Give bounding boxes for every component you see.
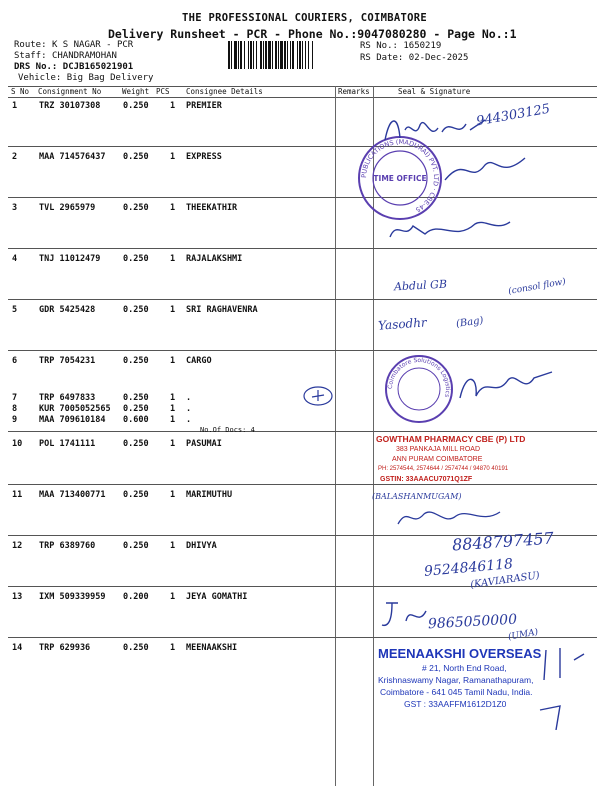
- col-remarks: Remarks: [338, 87, 370, 96]
- rs-no-line: RS No.: 1650219: [360, 41, 442, 51]
- row-sno: 14: [12, 643, 23, 653]
- row-sno: 10: [12, 439, 23, 449]
- row-weight: 0.250: [123, 152, 149, 162]
- header-bottom-rule: [8, 97, 597, 98]
- row-consignment-no: TVL 2965979: [39, 203, 96, 213]
- row-consignment-no: IXM 509339959: [39, 592, 106, 602]
- row-pcs: 1: [170, 305, 176, 315]
- signature-row12-phone: 9524846118: [423, 556, 514, 580]
- row-weight: 0.250: [123, 356, 149, 366]
- svg-text:Coimbatore Solutions Logistics: Coimbatore Solutions Logistics: [386, 356, 452, 398]
- row-consignee: PASUMAI: [186, 439, 222, 449]
- signature-row13-phone: 9865050000: [427, 611, 518, 633]
- row-consignee: PREMIER: [186, 101, 222, 111]
- row-consignment-no: TRP 6389760: [39, 541, 96, 551]
- row-pcs: 1: [170, 356, 176, 366]
- signature-row3: [385, 212, 515, 246]
- drs-line: DRS No.: DCJB165021901: [14, 62, 134, 72]
- pharmacy-stamp-addr2: ANN PURAM COIMBATORE: [392, 456, 483, 463]
- row-consignee: SRI RAGHAVENRA: [186, 305, 258, 315]
- row-pcs: 1: [170, 152, 176, 162]
- row-divider: [8, 248, 597, 249]
- vehicle-line: Vehicle: Big Bag Delivery: [18, 73, 154, 83]
- row-consignee: DHIVYA: [186, 541, 217, 551]
- row-divider: [8, 146, 597, 147]
- row-sno: 6: [12, 356, 18, 366]
- row-sno: 4: [12, 254, 18, 264]
- signature-row5: Yasodhr: [377, 315, 428, 333]
- docs-count: No.Of Docs: 4: [200, 426, 255, 434]
- row-pcs: 1: [170, 254, 176, 264]
- row-weight: 0.250: [123, 305, 149, 315]
- row-sno: 9: [12, 415, 18, 425]
- row-divider: [8, 484, 597, 485]
- row-weight: 0.250: [123, 101, 149, 111]
- signature-row14: [530, 640, 590, 730]
- row-weight: 0.600: [123, 415, 149, 425]
- svg-text:TIME OFFICE: TIME OFFICE: [373, 174, 427, 183]
- row-consignment-no: MAA 714576437: [39, 152, 106, 162]
- row-divider: [8, 197, 597, 198]
- row-sno: 2: [12, 152, 18, 162]
- row-consignee: EXPRESS: [186, 152, 222, 162]
- row-pcs: 1: [170, 203, 176, 213]
- row-weight: 0.250: [123, 404, 149, 414]
- row-consignee: JEYA GOMATHI: [186, 592, 248, 602]
- col-seal: Seal & Signature: [398, 87, 471, 96]
- row-weight: 0.250: [123, 439, 149, 449]
- signature-row12-name: (KAVIARASU): [469, 570, 541, 591]
- company-name: THE PROFESSIONAL COURIERS, COIMBATORE: [182, 12, 427, 24]
- row-weight: 0.250: [123, 254, 149, 264]
- staff-line: Staff: CHANDRAMOHAN: [14, 51, 117, 61]
- row-consignee: .: [186, 393, 192, 403]
- row-pcs: 1: [170, 101, 176, 111]
- row-pcs: 1: [170, 439, 176, 449]
- row-consignment-no: KUR 7005052565: [39, 404, 111, 414]
- pharmacy-stamp-gst: GSTIN: 33AAACU7071Q1ZF: [380, 476, 473, 483]
- signature-row4: Abdul GB: [393, 277, 448, 294]
- row-consignee: MARIMUTHU: [186, 490, 233, 500]
- row-consignee: MEENAAKSHI: [186, 643, 238, 653]
- row-pcs: 1: [170, 393, 176, 403]
- signature-row13: [380, 597, 440, 633]
- row-consignment-no: TRP 629936: [39, 643, 91, 653]
- barcode: [228, 41, 352, 69]
- signature-row5-note: (Bag): [455, 315, 485, 330]
- signature-row1: [380, 110, 490, 150]
- row-sno: 13: [12, 592, 23, 602]
- row-weight: 0.250: [123, 541, 149, 551]
- row-consignee: CARGO: [186, 356, 212, 366]
- row-sno: 11: [12, 490, 23, 500]
- row-consignment-no: TRZ 30107308: [39, 101, 101, 111]
- row-sno: 1: [12, 101, 18, 111]
- pharmacy-stamp-phone: PH: 2574544, 2574644 / 2574744 / 94870 40191: [378, 466, 509, 472]
- row-sno: 7: [12, 393, 18, 403]
- rs-date-line: RS Date: 02-Dec-2025: [360, 53, 469, 63]
- row-consignment-no: MAA 709610184: [39, 415, 106, 425]
- signature-row11: [394, 502, 504, 530]
- svg-text:PUBLICATIONS (MADURAI) PVT. LT: PUBLICATIONS (MADURAI) PVT. LTD · CBE-45: [359, 137, 441, 214]
- signature-row11-name: (BALASHANMUGAM): [372, 492, 462, 501]
- cargo-stamp: [383, 353, 455, 425]
- pharmacy-stamp-name: GOWTHAM PHARMACY CBE (P) LTD: [376, 434, 526, 444]
- signature-row11-phone: 8848797457: [451, 528, 555, 555]
- meenaakshi-stamp-addr3: Coimbatore - 641 045 Tamil Nadu, India.: [380, 687, 533, 697]
- signature-row1-phone: 944303125: [475, 101, 552, 130]
- pharmacy-stamp-addr1: 383 PANKAJA MILL ROAD: [396, 446, 481, 453]
- row-weight: 0.250: [123, 490, 149, 500]
- remarks-divider: [335, 86, 336, 786]
- col-consignee: Consignee Details: [186, 87, 263, 96]
- row-pcs: 1: [170, 592, 176, 602]
- row-sno: 5: [12, 305, 18, 315]
- row-sno: 12: [12, 541, 23, 551]
- row-consignment-no: TNJ 11012479: [39, 254, 101, 264]
- row-weight: 0.250: [123, 393, 149, 403]
- row-pcs: 1: [170, 643, 176, 653]
- row-weight: 0.200: [123, 592, 149, 602]
- row-pcs: 1: [170, 490, 176, 500]
- col-sno: S No: [11, 87, 30, 96]
- row-pcs: 1: [170, 415, 176, 425]
- row-sno: 8: [12, 404, 18, 414]
- row-pcs: 1: [170, 541, 176, 551]
- row-divider: [8, 431, 597, 432]
- row-consignee: THEEKATHIR: [186, 203, 238, 213]
- col-pcs: PCS: [156, 87, 170, 96]
- row-weight: 0.250: [123, 203, 149, 213]
- row-consignment-no: GDR 5425428: [39, 305, 96, 315]
- row-consignment-no: TRP 6497833: [39, 393, 96, 403]
- signature-row4-note: (consol flow): [507, 277, 567, 297]
- route-line: Route: K S NAGAR - PCR: [14, 40, 134, 50]
- row6-circle-mark: [298, 383, 338, 409]
- row-consignee: .: [186, 404, 192, 414]
- signature-row13-name: (UMA): [507, 627, 539, 643]
- col-weight: Weight: [122, 87, 150, 96]
- row-consignee: .: [186, 415, 192, 425]
- meenaakshi-stamp-gst: GST : 33AAFFM1612D1Z0: [404, 699, 507, 709]
- row-divider: [8, 350, 597, 351]
- row-weight: 0.250: [123, 643, 149, 653]
- meenaakshi-stamp-name: MEENAAKSHI OVERSEAS: [378, 646, 542, 661]
- runsheet-title: Delivery Runsheet - PCR - Phone No.:9047080280 - Page No.:1: [108, 27, 517, 41]
- row-sno: 3: [12, 203, 18, 213]
- signature-row2: [440, 150, 530, 190]
- meenaakshi-stamp-addr1: # 21, North End Road,: [422, 663, 507, 673]
- row-divider: [8, 586, 597, 587]
- row-consignment-no: MAA 713400771: [39, 490, 106, 500]
- row-consignee: RAJALAKSHMI: [186, 254, 243, 264]
- col-consignment: Consignment No: [38, 87, 102, 96]
- row-consignment-no: TRP 7054231: [39, 356, 96, 366]
- row-consignment-no: POL 1741111: [39, 439, 96, 449]
- row-divider: [8, 299, 597, 300]
- row-pcs: 1: [170, 404, 176, 414]
- meenaakshi-stamp-addr2: Krishnaswamy Nagar, Ramanathapuram,: [378, 675, 534, 685]
- signature-row6: [456, 366, 556, 406]
